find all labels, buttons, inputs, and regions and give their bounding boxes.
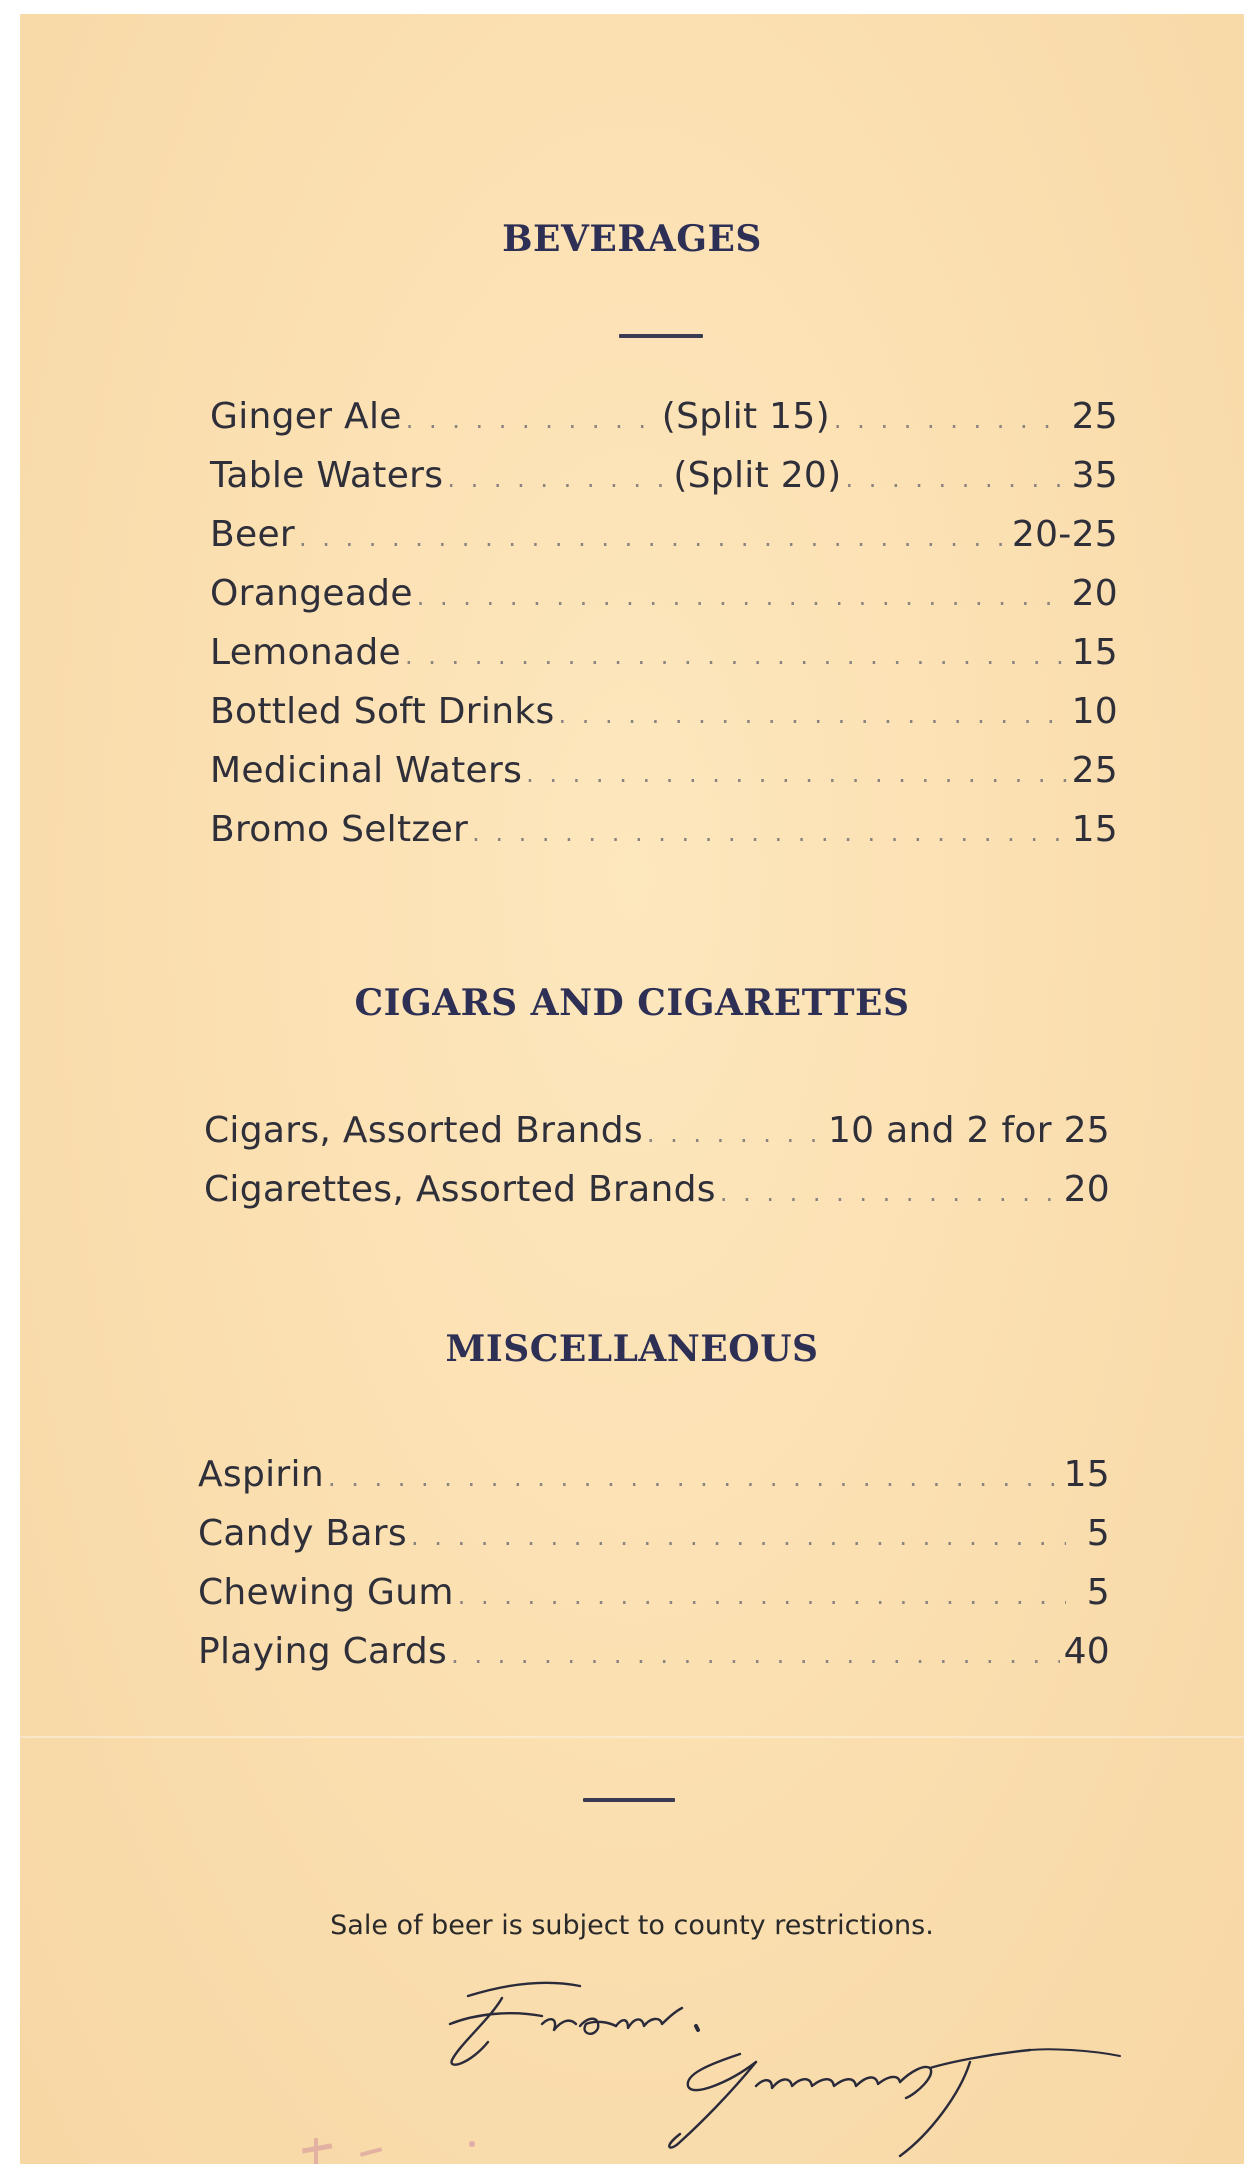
item-name: Beer (210, 514, 295, 555)
item-price: 40 (1063, 1631, 1110, 1672)
misc-list (198, 1454, 1110, 1690)
cigars-heading: CIGARS AND CIGARETTES (354, 982, 910, 1024)
menu-item (198, 1454, 1110, 1513)
item-name: Bottled Soft Drinks (210, 691, 555, 732)
item-name: Lemonade (210, 632, 401, 673)
faint-stamp (300, 2132, 530, 2164)
item-price: 20 (1071, 573, 1118, 614)
menu-item (210, 750, 1118, 809)
item-price: 15 (1063, 1454, 1110, 1495)
menu-item (204, 1169, 1110, 1228)
leader-dots (406, 406, 658, 434)
item-name: Ginger Ale (210, 396, 402, 437)
leader-dots (834, 406, 1068, 434)
item-price: 35 (1071, 455, 1118, 496)
item-name: Medicinal Waters (210, 750, 523, 791)
leader-dots (472, 819, 1067, 847)
paper-fold (20, 1736, 1244, 1738)
menu-item (210, 514, 1118, 573)
footnote: Sale of beer is subject to county restrictions. (330, 1910, 934, 1941)
item-name: Candy Bars (198, 1513, 407, 1554)
leader-dots (720, 1179, 1060, 1207)
leader-dots (447, 465, 669, 493)
item-price: 5 (1086, 1572, 1110, 1613)
item-name: Cigarettes, Assorted Brands (204, 1169, 716, 1210)
item-name: Aspirin (198, 1454, 324, 1495)
item-name: Chewing Gum (198, 1572, 454, 1613)
item-name: Bromo Seltzer (210, 809, 469, 850)
menu-item (204, 1110, 1110, 1169)
item-note: (Split 15) (661, 396, 830, 437)
menu-item (198, 1513, 1110, 1572)
cigars-list (204, 1110, 1110, 1228)
menu-item (210, 455, 1118, 514)
item-name: Orangeade (210, 573, 413, 614)
menu-item (210, 809, 1118, 868)
leader-dots (845, 465, 1067, 493)
footer-divider (583, 1798, 675, 1802)
item-price: 5 (1086, 1513, 1110, 1554)
menu-item (198, 1631, 1110, 1690)
menu-item (210, 632, 1118, 691)
item-name: Playing Cards (198, 1631, 448, 1672)
item-price: 20 (1063, 1169, 1110, 1210)
leader-dots (559, 701, 1068, 729)
leader-dots (647, 1120, 824, 1148)
beverages-heading: BEVERAGES (502, 218, 762, 260)
item-price: 25 (1071, 750, 1118, 791)
item-price: 10 and 2 for 25 (827, 1110, 1110, 1151)
handwritten-signature (430, 1964, 1210, 2164)
leader-dots (405, 642, 1068, 670)
beverages-divider (619, 334, 703, 338)
menu-item (210, 573, 1118, 632)
misc-heading: MISCELLANEOUS (445, 1328, 819, 1370)
item-price: 20-25 (1011, 514, 1118, 555)
leader-dots (299, 524, 1008, 552)
menu-item (210, 396, 1118, 455)
leader-dots (328, 1464, 1060, 1492)
leader-dots (411, 1523, 1066, 1551)
item-price: 25 (1071, 396, 1118, 437)
item-note: (Split 20) (673, 455, 842, 496)
item-price: 15 (1071, 809, 1118, 850)
item-price: 15 (1071, 632, 1118, 673)
item-name: Table Waters (210, 455, 444, 496)
leader-dots (458, 1582, 1066, 1610)
leader-dots (417, 583, 1068, 611)
menu-card (20, 14, 1244, 2164)
leader-dots (526, 760, 1067, 788)
beverages-list (210, 396, 1118, 868)
item-price: 10 (1071, 691, 1118, 732)
leader-dots (451, 1641, 1060, 1669)
menu-item (198, 1572, 1110, 1631)
menu-item (210, 691, 1118, 750)
item-name: Cigars, Assorted Brands (204, 1110, 643, 1151)
